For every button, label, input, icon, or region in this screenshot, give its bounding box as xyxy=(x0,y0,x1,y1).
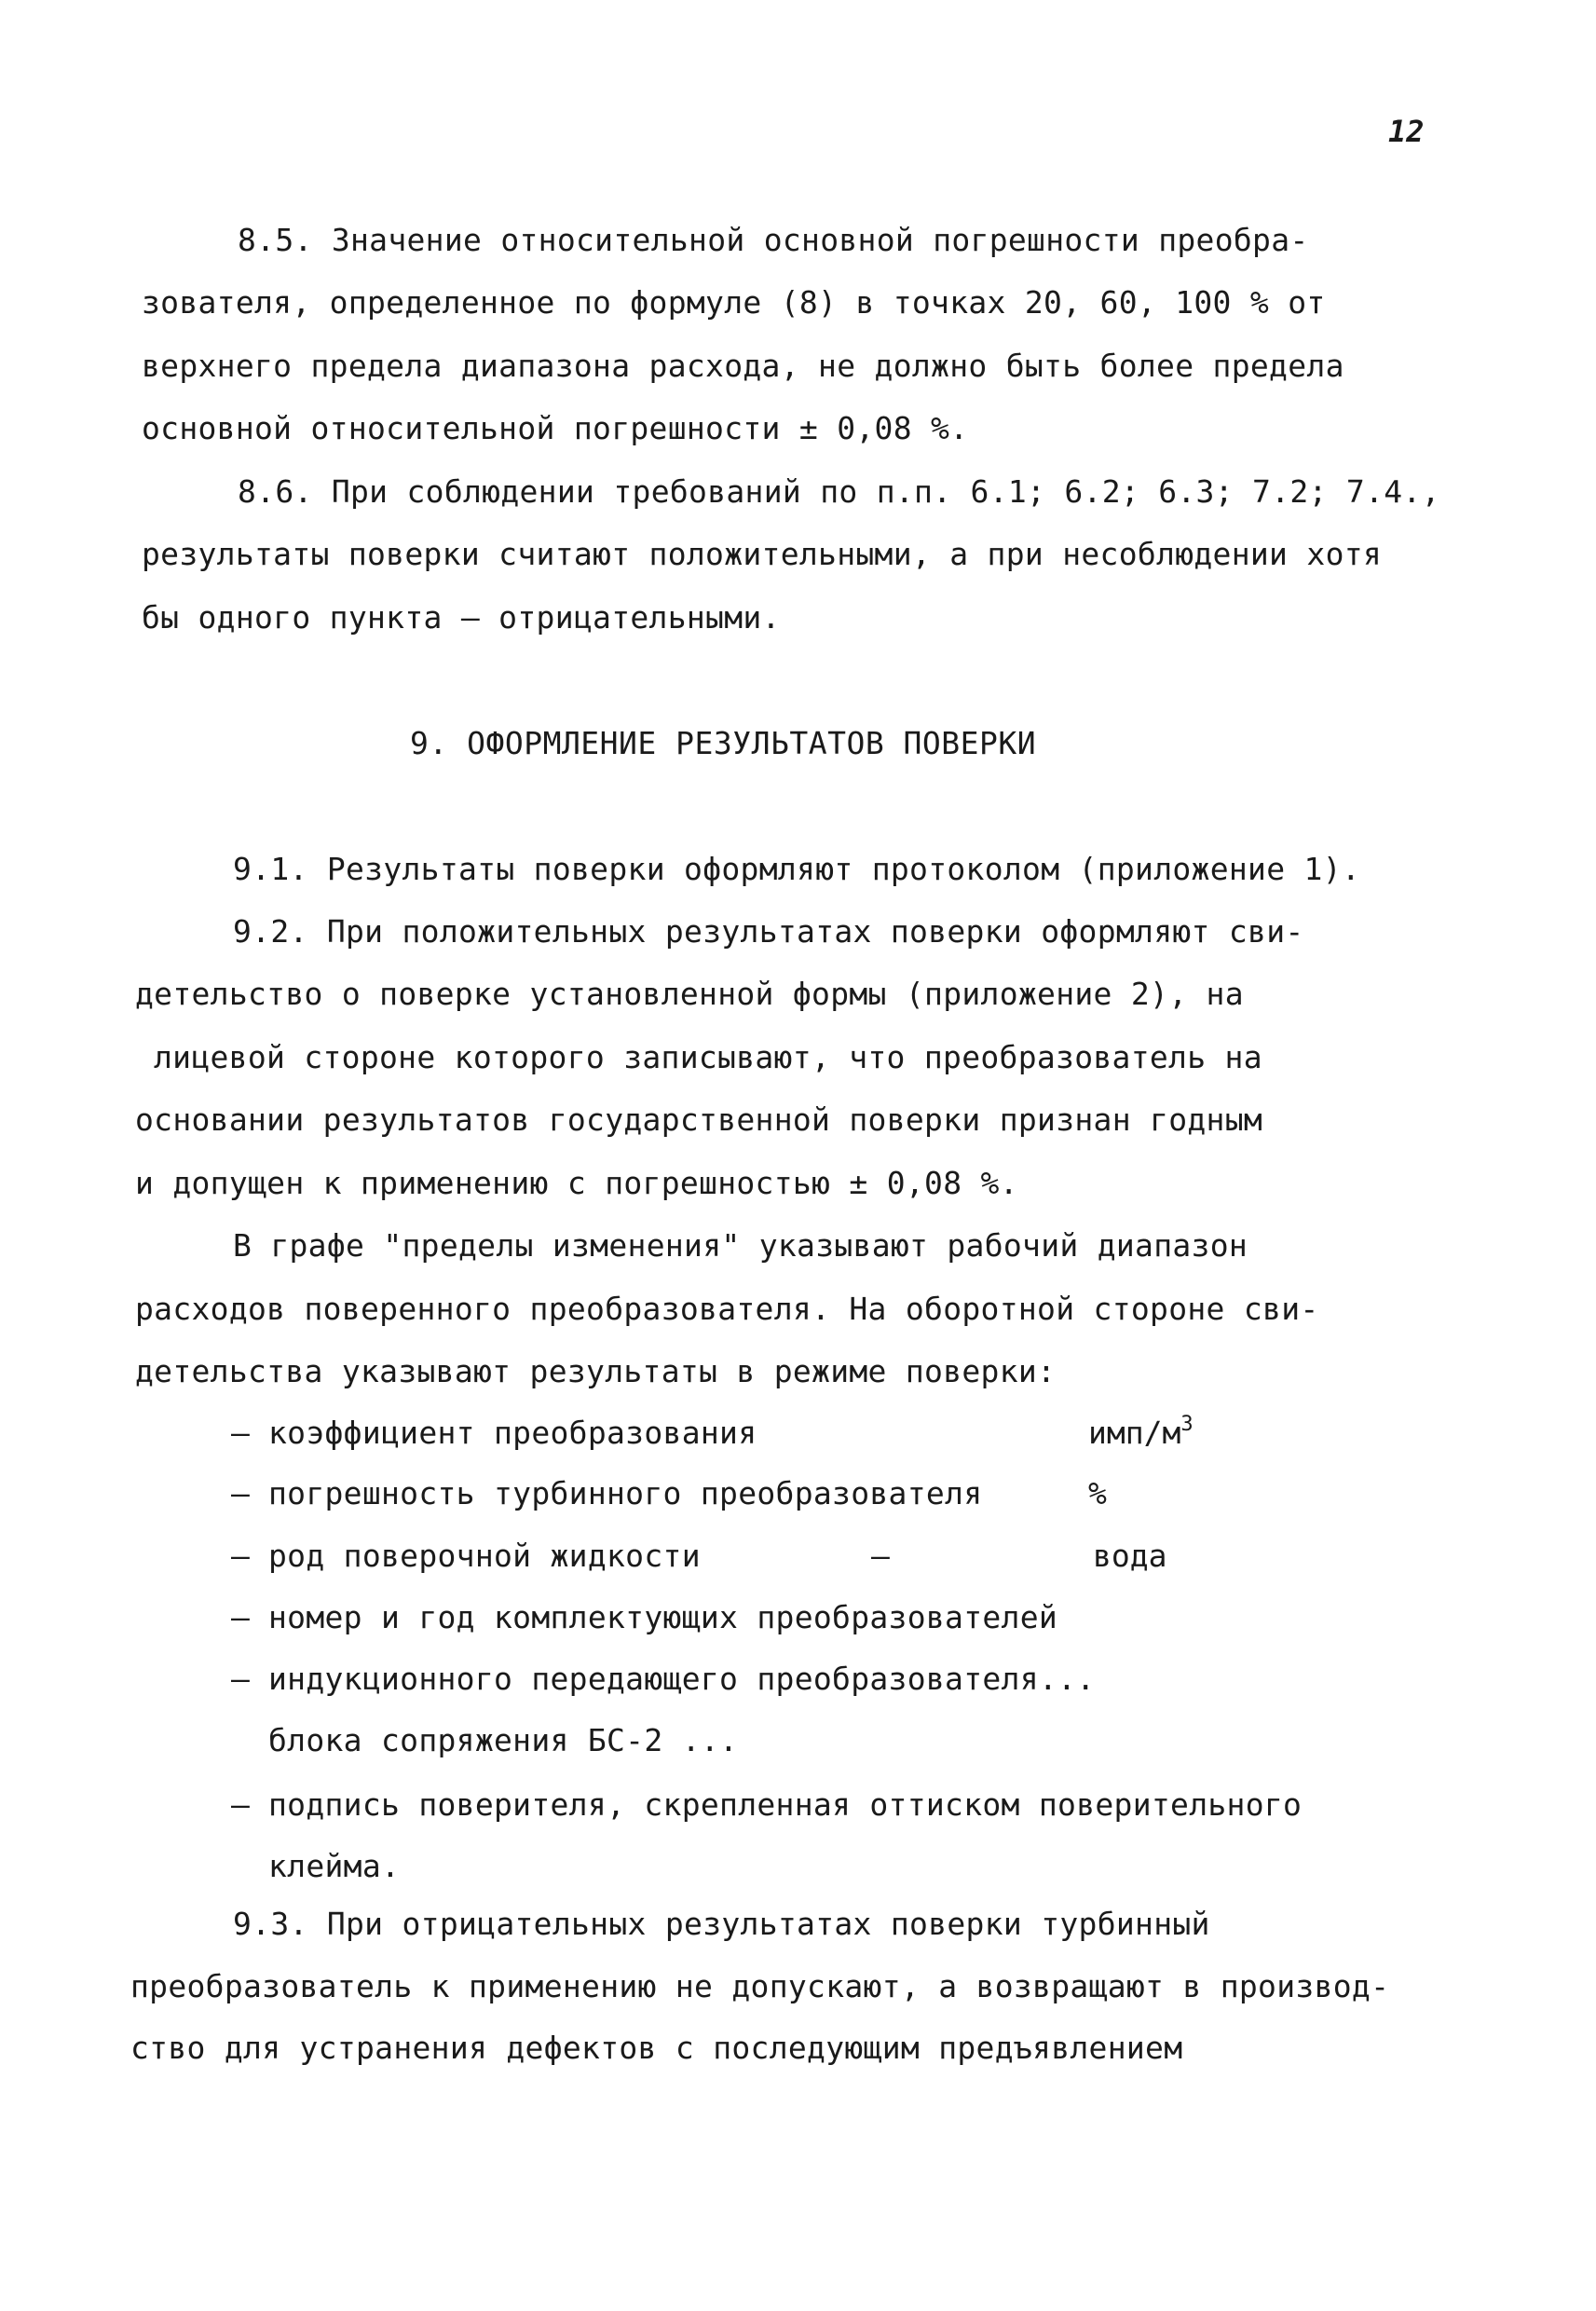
list-dash: – xyxy=(231,1415,251,1451)
list-item-text: номер и год комплектующих преобразователей xyxy=(268,1599,1058,1635)
list-item xyxy=(231,1538,701,1575)
p85-line-1: 8.5. Значение относительной основной погрешности преобра- xyxy=(238,222,1309,258)
page-number: 12 xyxy=(1388,114,1425,149)
unit-superscript: 3 xyxy=(1180,1413,1194,1436)
p92-line-5: и допущен к применению с погрешностью ± 0,08 %. xyxy=(135,1165,1018,1201)
list-item-text: индукционного передающего преобразователя... xyxy=(268,1661,1096,1697)
list-dash: – xyxy=(231,1599,251,1635)
list-item-text: подпись поверителя, скрепленная оттиском поверительного xyxy=(268,1786,1303,1823)
p93-line-3: ство для устранения дефектов с последующим предъявлением xyxy=(130,2030,1183,2066)
list-item xyxy=(231,1786,1302,1824)
p85-line-4: основной относительной погрешности ± 0,08 %. xyxy=(142,410,969,446)
list-item-value xyxy=(1088,1415,1194,1452)
list-item-text: блока сопряжения БС-2 ... xyxy=(268,1722,739,1758)
list-dash: – xyxy=(231,1661,251,1697)
list-item-value: вода xyxy=(1093,1538,1167,1574)
p86-line-1: 8.6. При соблюдении требований по п.п. 6.1; 6.2; 6.3; 7.2; 7.4., xyxy=(238,473,1440,510)
p92-line-4: основании результатов государственной поверки признан годным xyxy=(135,1101,1263,1138)
list-item-value: % xyxy=(1088,1475,1107,1511)
list-item xyxy=(231,1661,1095,1698)
list-dash: – xyxy=(231,1475,251,1511)
section-9-heading: 9. ОФОРМЛЕНИЕ РЕЗУЛЬТАТОВ ПОВЕРКИ xyxy=(410,725,1037,761)
list-item-text: клейма. xyxy=(268,1848,401,1884)
unit-value: имп/м xyxy=(1088,1415,1181,1451)
list-item-text: погрешность турбинного преобразователя xyxy=(268,1475,983,1511)
grafa-line-3: детельства указывают результаты в режиме поверки: xyxy=(135,1353,1057,1389)
p93-line-2: преобразователь к применению не допускают, а возвращают в производ- xyxy=(130,1968,1390,2004)
list-item xyxy=(231,1599,1057,1636)
p92-line-1: 9.2. При положительных результатах поверки оформляют сви- xyxy=(233,913,1304,950)
p85-line-3: верхнего предела диапазона расхода, не должно быть более предела xyxy=(142,348,1344,384)
p92-line-2: детельство о поверке установленной формы (приложение 2), на xyxy=(135,976,1244,1012)
list-item xyxy=(231,1415,757,1452)
grafa-line-2: расходов поверенного преобразователя. На оборотной стороне сви- xyxy=(135,1291,1319,1327)
list-dash: – xyxy=(231,1538,251,1574)
p85-line-2: зователя, определенное по формуле (8) в точках 20, 60, 100 % от xyxy=(142,284,1326,321)
list-dash: – xyxy=(231,1786,251,1823)
p92-line-3: лицевой стороне которого записывают, что преобразователь на xyxy=(154,1039,1262,1075)
p93-line-1: 9.3. При отрицательных результатах поверки турбинный xyxy=(233,1906,1210,1942)
p86-line-2: результаты поверки считают положительными, а при несоблюдении хотя xyxy=(142,536,1383,572)
p86-line-3: бы одного пункта – отрицательными. xyxy=(142,599,781,636)
list-item-text: коэффициент преобразования xyxy=(268,1415,757,1451)
grafa-line-1: В графе "пределы изменения" указывают рабочий диапазон xyxy=(233,1227,1248,1264)
list-item xyxy=(231,1722,738,1759)
list-item xyxy=(231,1475,982,1512)
list-item xyxy=(231,1848,400,1885)
p91-line: 9.1. Результаты поверки оформляют протоколом (приложение 1). xyxy=(233,851,1361,887)
list-item-text: род поверочной жидкости xyxy=(268,1538,701,1574)
list-item-mid-dash: – xyxy=(871,1538,890,1574)
